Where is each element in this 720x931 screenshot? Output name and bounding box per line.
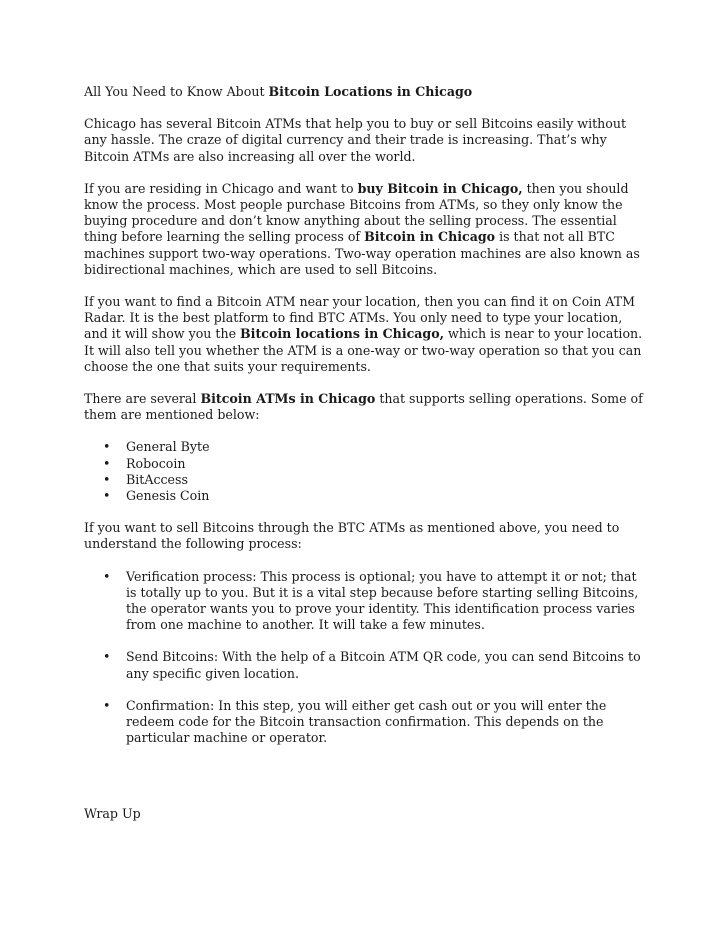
- process-list: [84, 569, 644, 747]
- bold-run: Bitcoin in Chicago: [364, 229, 496, 245]
- document-title: [84, 84, 644, 100]
- bullet-icon: •: [103, 649, 111, 665]
- text-run: is that not all BTC machines support two-way operations. Two-way operation machines are also known as bidirectional machines, which are used to sell Bitcoins.: [84, 229, 640, 277]
- bullet-icon: •: [103, 568, 111, 584]
- text-run: If you are residing in Chicago and want to: [84, 180, 358, 196]
- list-item-text: BitAccess: [126, 471, 188, 487]
- wrap-up-heading: Wrap Up: [84, 806, 141, 821]
- bullet-icon: •: [103, 697, 111, 713]
- list-item: [84, 649, 644, 681]
- title-prefix: All You Need to Know About: [84, 84, 269, 99]
- list-item: [84, 439, 644, 455]
- bullet-icon: •: [103, 488, 111, 504]
- bullet-icon: •: [103, 471, 111, 487]
- find-atm-paragraph: [84, 294, 644, 375]
- bold-run: Bitcoin locations in Chicago,: [240, 326, 445, 342]
- bullet-icon: •: [103, 439, 111, 455]
- bold-run: Bitcoin ATMs in Chicago: [200, 391, 376, 407]
- bullet-icon: •: [103, 455, 111, 471]
- list-item-text: Robocoin: [126, 455, 186, 471]
- text-run: which is near to your location. It will also tell you whether the ATM is a one-way or two-way operation so that you can choose the one that suits your requirements.: [84, 326, 643, 374]
- list-item: [84, 472, 644, 488]
- title-bold: Bitcoin Locations in Chicago: [268, 84, 473, 99]
- intro-paragraph: Chicago has several Bitcoin ATMs that help you to buy or sell Bitcoins easily without any hassle. The craze of digital currency and their trade is increasing. That’s why Bitcoin ATMs are also increasing all over the world.: [84, 116, 627, 164]
- text-run: that supports selling operations. Some of them are mentioned below:: [84, 391, 643, 423]
- list-item: [84, 569, 644, 634]
- list-item-text: Send Bitcoins: With the help of a Bitcoin ATM QR code, you can send Bitcoins to any specific given location.: [126, 649, 641, 681]
- list-item: [84, 488, 644, 504]
- process-intro-paragraph: If you want to sell Bitcoins through the BTC ATMs as mentioned above, you need to understand the following process:: [84, 520, 620, 552]
- text-run: then you should know the process. Most people purchase Bitcoins from ATMs, so they only know the buying procedure and don’t know anything about the selling process. The essential thing before learning the selling process of: [84, 180, 629, 245]
- list-item-text: Confirmation: In this step, you will either get cash out or you will enter the redeem code for the Bitcoin transaction confirmation. This depends on the particular machine or operator.: [126, 697, 607, 746]
- list-item-text: Genesis Coin: [126, 488, 210, 504]
- text-run: There are several: [84, 391, 201, 407]
- operator-list: [84, 439, 644, 504]
- bold-run: buy Bitcoin in Chicago,: [357, 180, 523, 196]
- list-item-text: Verification process: This process is optional; you have to attempt it or not; that is totally up to you. But it is a vital step because before starting selling Bitcoins, the operator wants you to prove your identity. This identification process varies from one machine to another. It will take a few minutes.: [126, 568, 639, 633]
- list-item: [84, 456, 644, 472]
- list-item: [84, 698, 644, 747]
- text-run: If you want to find a Bitcoin ATM near your location, then you can find it on Coin ATM Radar. It is the best platform to find BTC ATMs. You only need to type your location, and it will show you the: [84, 294, 636, 342]
- list-item-text: General Byte: [126, 439, 210, 455]
- document-body: [84, 84, 644, 747]
- atms-paragraph: [84, 391, 644, 423]
- buy-paragraph: [84, 181, 644, 278]
